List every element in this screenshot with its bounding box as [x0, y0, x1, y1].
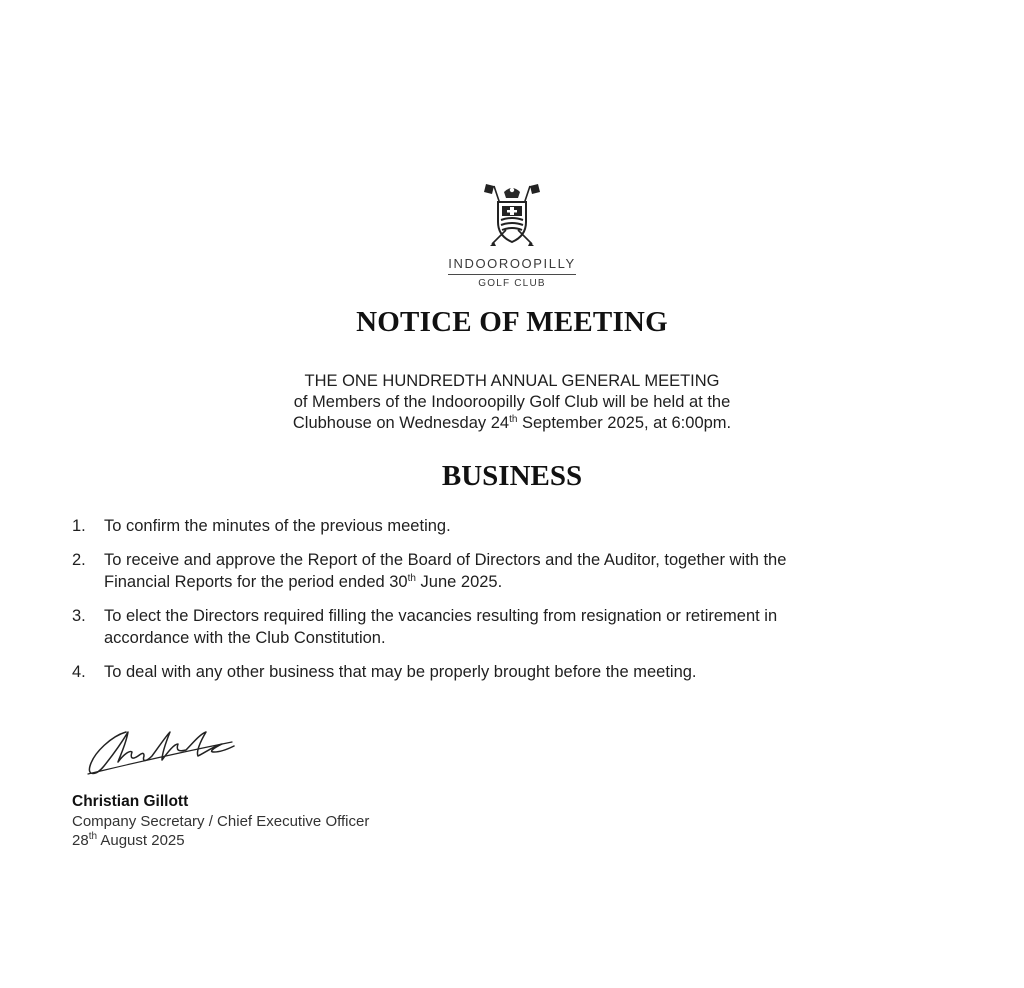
intro-line-3-end: September 2025, at 6:00pm. [517, 414, 732, 432]
business-item [72, 549, 952, 593]
business-item [72, 515, 952, 537]
item-text-line-1: To receive and approve the Report of the Board of Directors and the Auditor, together with the [104, 551, 787, 569]
item-text-line-2-sup: th [407, 573, 416, 584]
signing-date-day: 28 [72, 832, 89, 849]
intro-line-2: of Members of the Indooroopilly Golf Club will be held at the [293, 393, 731, 411]
business-item [72, 661, 952, 683]
club-name: INDOOROOPILLY [448, 256, 575, 275]
item-number: 2. [72, 551, 86, 569]
item-text-line-2: accordance with the Club Constitution. [104, 629, 386, 647]
page-title: NOTICE OF MEETING [356, 306, 668, 338]
signer-role: Company Secretary / Chief Executive Officer [72, 813, 370, 830]
business-list [72, 515, 952, 695]
club-subtitle: GOLF CLUB [478, 278, 546, 289]
item-number: 3. [72, 607, 86, 625]
business-heading: BUSINESS [441, 460, 583, 492]
handwritten-signature [82, 722, 242, 784]
meeting-intro [0, 371, 1024, 434]
item-number: 4. [72, 663, 86, 681]
club-crest-icon [480, 180, 544, 252]
item-text-line-1: To elect the Directors required filling the vacancies resulting from resignation or retirement in [104, 607, 778, 625]
signer-name: Christian Gillott [72, 793, 189, 810]
intro-line-3 [0, 413, 1024, 434]
intro-line-3-sup: th [509, 414, 518, 425]
item-text-line-2 [104, 571, 952, 593]
item-text: To confirm the minutes of the previous meeting. [104, 517, 451, 535]
signing-date-sup: th [88, 831, 98, 842]
item-number: 1. [72, 517, 86, 535]
business-item [72, 605, 952, 649]
intro-line-3-text: Clubhouse on Wednesday 24 [292, 414, 510, 432]
item-text-line-2-end: June 2025. [415, 573, 503, 591]
item-text: To deal with any other business that may be properly brought before the meeting. [104, 663, 697, 681]
club-logo [0, 180, 1024, 289]
intro-line-1: THE ONE HUNDREDTH ANNUAL GENERAL MEETING [304, 372, 720, 390]
signing-date-rest: August 2025 [97, 832, 185, 849]
item-text-line-2-start: Financial Reports for the period ended 30 [104, 573, 408, 591]
signing-date [72, 832, 185, 849]
